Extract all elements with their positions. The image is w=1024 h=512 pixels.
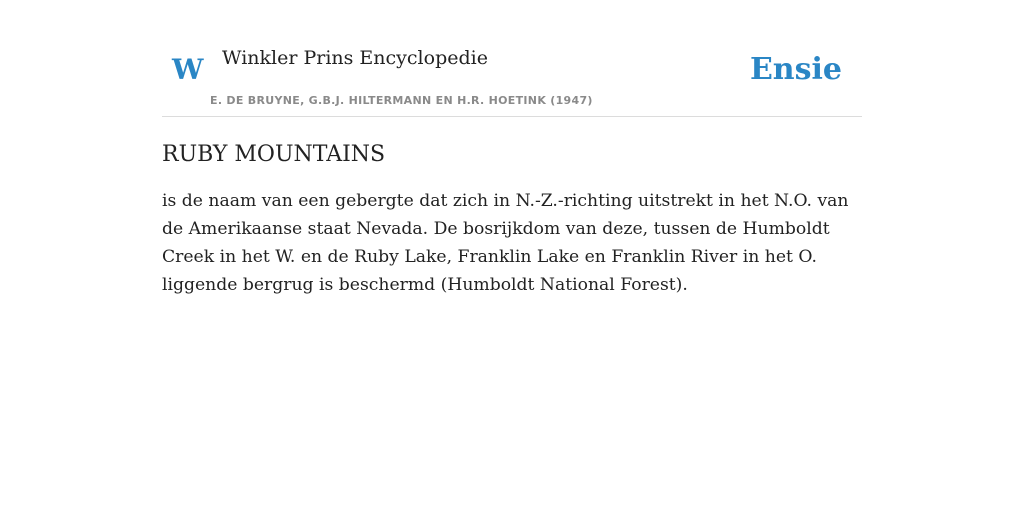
source-header <box>162 0 862 117</box>
article <box>162 136 862 299</box>
source-title: Winkler Prins Encyclopedie <box>222 47 488 69</box>
winkler-prins-logo: W <box>172 53 204 86</box>
source-authors: E. DE BRUYNE, G.B.J. HILTERMANN EN H.R. HOETINK (1947) <box>210 94 593 107</box>
article-title: RUBY MOUNTAINS <box>162 142 386 167</box>
article-body: is de naam van een gebergte dat zich in N.-Z.-richting uitstrekt in het N.O. van de Amerikaanse staat Nevada. De bosrijkdom van deze, tussen de Humboldt Creek in het W. en de Ruby Lake, Franklin Lake en Franklin River in het O. liggende bergrug is beschermd (Humboldt National Forest). <box>162 191 849 295</box>
ensie-logo-link[interactable]: Ensie <box>749 52 842 87</box>
